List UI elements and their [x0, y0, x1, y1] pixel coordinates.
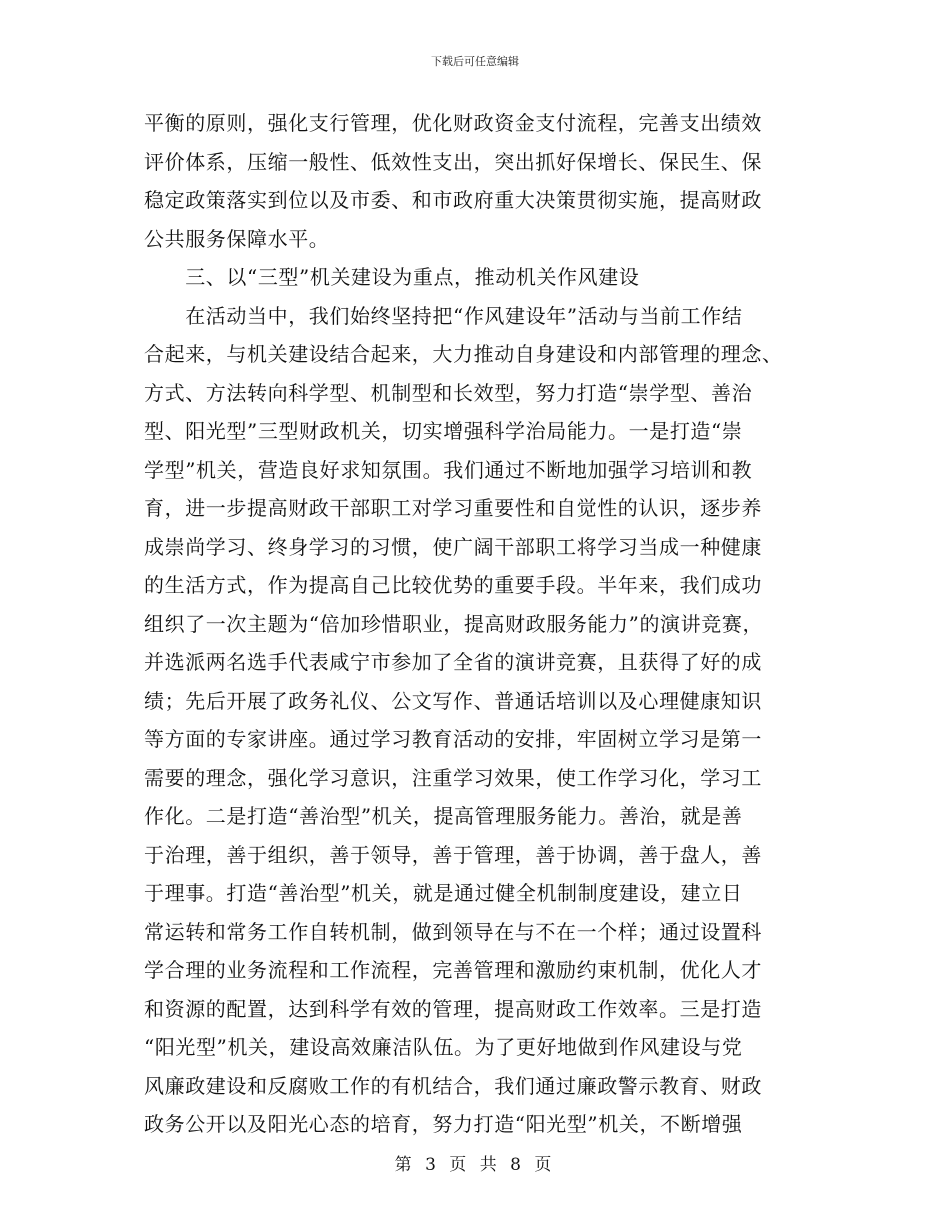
text-line: 风廉政建设和反腐败工作的有机结合，我们通过廉政警示教育、财政: [144, 1073, 762, 1098]
text-line: 常运转和常务工作自转机制，做到领导在与不在一个样；通过设置科: [144, 919, 762, 944]
text-line: 三、以“三型”机关建设为重点，推动机关作风建设: [144, 265, 640, 289]
text-line: 学型”机关，营造良好求知氛围。我们通过不断地加强学习培训和教: [144, 457, 753, 482]
text-line: 成崇尚学习、终身学习的习惯，使广阔干部职工将学习当成一种健康: [144, 534, 762, 559]
page-footer: 第 3 页 共 8 页: [394, 1155, 556, 1175]
text-line: 稳定政策落实到位以及市委、和市政府重大决策贯彻实施，提高财政: [144, 188, 762, 212]
text-line: 作化。二是打造“善治型”机关，提高管理服务能力。善治，就是善: [144, 804, 743, 828]
text-line: 公共服务保障水平。: [144, 226, 330, 251]
text-line: 组织了一次主题为“倍加珍惜职业，提高财政服务能力”的演讲竞赛，: [144, 611, 764, 636]
text-line: 并选派两名选手代表咸宁市参加了全省的演讲竞赛，且获得了好的成: [144, 650, 762, 674]
text-line: 的生活方式，作为提高自己比较优势的重要手段。半年来，我们成功: [144, 573, 762, 597]
document-body: [144, 104, 806, 1144]
text-line: 绩；先后开展了政务礼仪、公文写作、普通话培训以及心理健康知识: [144, 688, 762, 713]
text-line: 方式、方法转向科学型、机制型和长效型，努力打造“崇学型、善治: [144, 380, 753, 405]
text-line: 和资源的配置，达到科学有效的管理，提高财政工作效率。三是打造: [144, 996, 762, 1021]
text-line: 合起来，与机关建设结合起来，大力推动自身建设和内部管理的理念、: [144, 342, 783, 366]
text-line: 育，进一步提高财政干部职工对学习重要性和自觉性的认识，逐步养: [144, 496, 762, 520]
text-line: 于治理，善于组织，善于领导，善于管理，善于协调，善于盘人，善: [144, 842, 762, 867]
text-line: 学合理的业务流程和工作流程，完善管理和激励约束机制，优化人才: [144, 958, 762, 982]
page-header: 下载后可任意编辑: [431, 55, 519, 68]
text-line: 政务公开以及阳光心态的培育，努力打造“阳光型”机关，不断增强: [144, 1112, 743, 1136]
text-line: 平衡的原则，强化支行管理，优化财政资金支付流程，完善支出绩效: [144, 111, 762, 135]
text-line: 型、阳光型”三型财政机关，切实增强科学治局能力。一是打造“崇: [144, 419, 743, 443]
text-line: 在活动当中，我们始终坚持把“作风建设年”活动与当前工作结: [144, 303, 743, 328]
text-line: “阳光型”机关，建设高效廉洁队伍。为了更好地做到作风建设与党: [144, 1035, 743, 1059]
text-line: 于理事。打造“善治型”机关，就是通过健全机制制度建设，建立日: [144, 881, 743, 905]
text-line: 评价体系，压缩一般性、低效性支出，突出抓好保增长、保民生、保: [144, 149, 762, 174]
text-line: 需要的理念，强化学习意识，注重学习效果，使工作学习化，学习工: [144, 765, 762, 790]
text-line: 等方面的专家讲座。通过学习教育活动的安排，牢固树立学习是第一: [144, 727, 762, 751]
